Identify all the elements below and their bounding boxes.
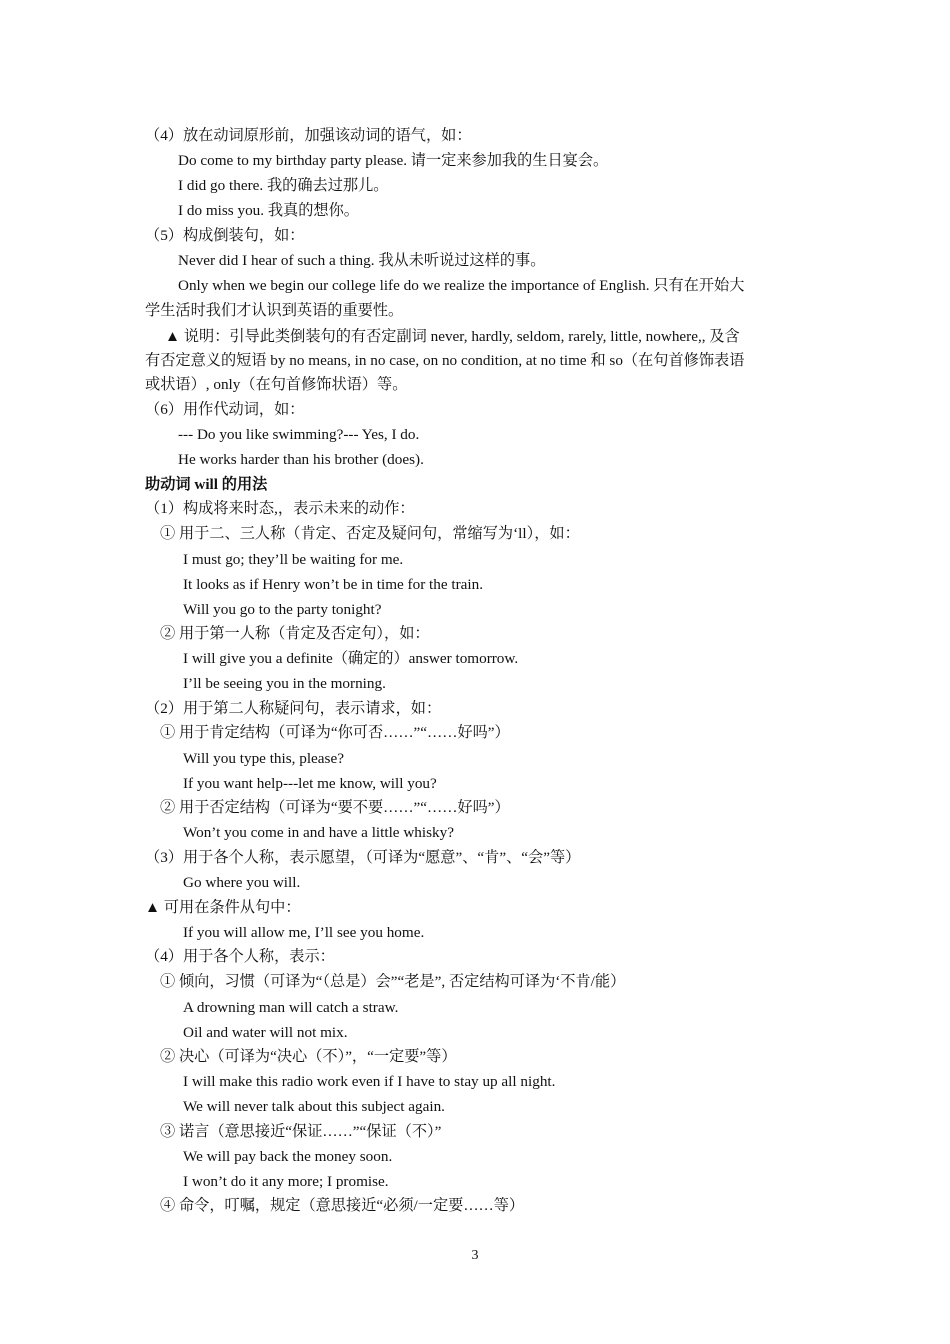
text-line: We will pay back the money soon. — [183, 1148, 393, 1165]
text-line: I won’t do it any more; I promise. — [183, 1173, 389, 1190]
text-line: ② 用于第一人称（肯定及否定句），如： — [160, 625, 430, 642]
text-line: （6）用作代动词，如： — [145, 401, 305, 418]
text-line: If you will allow me, I’ll see you home. — [183, 924, 425, 941]
text-line: Do come to my birthday party please. 请一定来参加我的生日宴会。 — [178, 152, 609, 169]
text-line: ② 用于否定结构（可译为“要不要……”“……好吗”） — [160, 799, 510, 816]
text-line: ③ 诺言（意思接近“保证……”“保证（不）” — [160, 1123, 442, 1140]
text-line: Go where you will. — [183, 874, 301, 891]
text-line: I must go; they’ll be waiting for me. — [183, 551, 404, 568]
text-line: （5）构成倒装句，如： — [145, 227, 305, 244]
text-line: Won’t you come in and have a little whisky? — [183, 824, 454, 841]
text-line: I will give you a definite（确定的）answer tomorrow. — [183, 650, 519, 667]
text-line: Never did I hear of such a thing. 我从未听说过这样的事。 — [178, 252, 546, 269]
text-line: Will you go to the party tonight? — [183, 601, 382, 618]
text-line: ① 用于肯定结构（可译为“你可否……”“……好吗”） — [160, 724, 510, 741]
text-line: 有否定意义的短语 by no means, in no case, on no condition, at no time 和 so（在句首修饰表语 — [145, 352, 745, 369]
text-line: I did go there. 我的确去过那儿。 — [178, 177, 389, 194]
text-line: --- Do you like swimming?--- Yes, I do. — [178, 426, 420, 443]
text-line: （2）用于第二人称疑问句，表示请求，如： — [145, 700, 442, 717]
text-line: Only when we begin our college life do we realize the importance of English. 只有在开始大 — [178, 277, 745, 294]
text-line: 或状语）, only（在句首修饰状语）等。 — [145, 376, 408, 393]
text-line: ④ 命令，叮嘱，规定（意思接近“必须/一定要……等） — [160, 1197, 525, 1214]
text-line: （1）构成将来时态,，表示未来的动作： — [145, 500, 415, 517]
text-line: A drowning man will catch a straw. — [183, 999, 399, 1016]
page-number: 3 — [471, 1248, 479, 1263]
text-line: （4）放在动词原形前，加强该动词的语气，如： — [145, 127, 472, 144]
text-line: ② 决心（可译为“决心（不）”，“一定要”等） — [160, 1048, 457, 1065]
text-line: It looks as if Henry won’t be in time for the train. — [183, 576, 484, 593]
text-line: ① 用于二、三人称（肯定、否定及疑问句，常缩写为‘ll），如： — [160, 525, 580, 542]
text-line: ▲ 可用在条件从句中： — [145, 899, 301, 916]
section-heading: 助动词 will 的用法 — [145, 476, 268, 493]
text-line: If you want help---let me know, will you? — [183, 775, 437, 792]
text-line: I do miss you. 我真的想你。 — [178, 202, 359, 219]
text-line: ① 倾向，习惯（可译为“（总是）会”“老是”, 否定结构可译为‘不肯/能） — [160, 973, 626, 990]
text-line: 学生活时我们才认识到英语的重要性。 — [145, 302, 404, 319]
text-line: I’ll be seeing you in the morning. — [183, 675, 386, 692]
text-line: （3）用于各个人称，表示愿望，（可译为“愿意”、“肯”、“会”等） — [145, 849, 581, 866]
text-line: ▲ 说明：引导此类倒装句的有否定副词 never, hardly, seldom, rarely, little, nowhere,, 及含 — [165, 328, 740, 345]
text-line: I will make this radio work even if I have to stay up all night. — [183, 1073, 556, 1090]
text-line: Oil and water will not mix. — [183, 1024, 348, 1041]
text-line: He works harder than his brother (does). — [178, 451, 424, 468]
text-line: Will you type this, please? — [183, 750, 344, 767]
text-line: （4）用于各个人称，表示： — [145, 948, 335, 965]
text-line: We will never talk about this subject again. — [183, 1098, 445, 1115]
